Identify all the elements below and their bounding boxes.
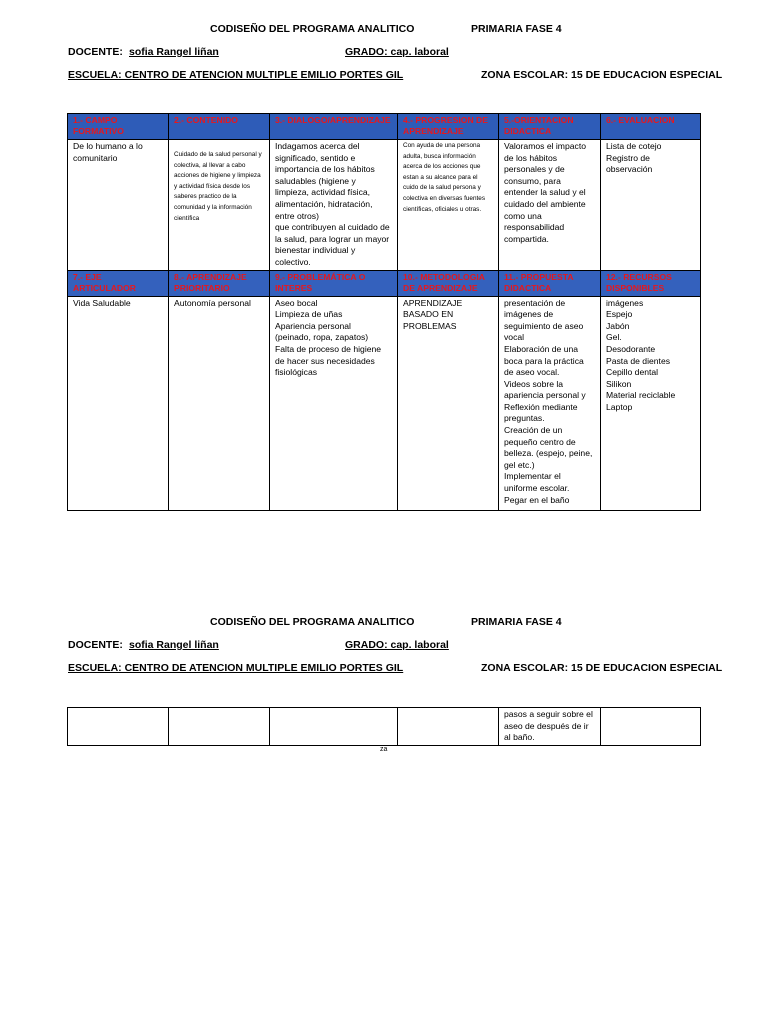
cell-empty — [601, 708, 701, 746]
cell-empty — [398, 708, 499, 746]
document-title: CODISEÑO DEL PROGRAMA ANALITICO — [210, 23, 415, 35]
grado-label: GRADO: cap. laboral — [345, 639, 449, 651]
grado-label: GRADO: cap. laboral — [345, 46, 449, 58]
table-row — [68, 140, 701, 271]
header-aprendizaje-prioritario: 8.- APRENDIZAJE PRIORITARIO — [169, 270, 270, 296]
header-problematica: 9.- PROBLEMÁTICA O INTERES — [270, 270, 398, 296]
cell-evaluacion: Lista de cotejo Registro de observación — [601, 140, 701, 271]
header-dialogo-aprendizaje: 3.- DIALOGO/APRENDIZAJE — [270, 114, 398, 140]
header-evaluacion: 6.- EVALUACION — [601, 114, 701, 140]
header-metodologia: 10.- METODOLOGIA DE APRENDIZAJE — [398, 270, 499, 296]
zona-label: ZONA ESCOLAR: 15 DE EDUCACION ESPECIAL — [481, 662, 723, 674]
document-title: CODISEÑO DEL PROGRAMA ANALITICO — [210, 616, 415, 628]
header-orientacion: 5.-ORIENTACION DIDACTICA — [499, 114, 601, 140]
table-header-row — [68, 270, 701, 296]
footnote-text: za — [380, 746, 388, 753]
cell-aprendizaje-prioritario: Autonomía personal — [169, 296, 270, 510]
header-contenido: 2.- CONTENIDO — [169, 114, 270, 140]
cell-empty — [68, 708, 169, 746]
continuation-table — [67, 707, 701, 746]
header-recursos: 12.- RECURSOS DISPONIBLES — [601, 270, 701, 296]
escuela-label: ESCUELA: CENTRO DE ATENCION MULTIPLE EMILIO PORTES GIL — [68, 69, 404, 81]
cell-campo-formativo: De lo humano a lo comunitario — [68, 140, 169, 271]
docente-name: sofia Rangel liñan — [129, 639, 219, 651]
cell-progresion: Con ayuda de una persona adulta, busca información acerca de los acciones que estan a su alcance para el cuido de la salud persona y colectiva en diversas fuentes científicas, oficiales u otras. — [398, 140, 499, 271]
cell-propuesta: presentación de imágenes de seguimiento de aseo vocal Elaboración de una boca para la práctica de aseo vocal. Videos sobre la apariencia personal y Reflexión mediante preguntas. Creación de un pequeño centro de belleza. (espejo, peine, gel etc.) Implementar el uniforme escolar. Pegar en el baño — [499, 296, 601, 510]
header-progresion: 4.- PROGRESION DE APRENDIZAJE — [398, 114, 499, 140]
escuela-label: ESCUELA: CENTRO DE ATENCION MULTIPLE EMILIO PORTES GIL — [68, 662, 404, 674]
cell-orientacion: Valoramos el impacto de los hábitos personales y de consumo, para entender la salud y el cuidado del ambiente como una responsabilidad compartida. — [499, 140, 601, 271]
docente-label: DOCENTE: — [68, 639, 123, 651]
cell-recursos: imágenes Espejo Jabón Gel. Desodorante Pasta de dientes Cepillo dental Silikon Material reciclable Laptop — [601, 296, 701, 510]
table-row — [68, 708, 701, 746]
cell-empty — [270, 708, 398, 746]
docente-name: sofia Rangel liñan — [129, 46, 219, 58]
cell-empty — [169, 708, 270, 746]
table-header-row — [68, 114, 701, 140]
program-table — [67, 113, 701, 511]
table-row — [68, 296, 701, 510]
cell-propuesta-continuation: pasos a seguir sobre el aseo de después de ir al baño. — [499, 708, 601, 746]
header-eje-articulador: 7.- EJE ARTICULADOR — [68, 270, 169, 296]
phase-label: PRIMARIA FASE 4 — [471, 23, 562, 35]
cell-contenido: Cuidado de la salud personal y colectiva, al llevar a cabo acciones de higiene y limpieza y actividad física desde los saberes practico de la comunidad y la información científica — [169, 140, 270, 271]
cell-metodologia: APRENDIZAJE BASADO EN PROBLEMAS — [398, 296, 499, 510]
zona-label: ZONA ESCOLAR: 15 DE EDUCACION ESPECIAL — [481, 69, 723, 81]
docente-label: DOCENTE: — [68, 46, 123, 58]
cell-problematica: Aseo bocal Limpieza de uñas Apariencia personal (peinado, ropa, zapatos) Falta de proceso de higiene de hacer sus necesidades fisiológicas — [270, 296, 398, 510]
phase-label: PRIMARIA FASE 4 — [471, 616, 562, 628]
header-campo-formativo: 1.- CAMPO FORMATIVO — [68, 114, 169, 140]
cell-eje-articulador: Vida Saludable — [68, 296, 169, 510]
cell-dialogo: Indagamos acerca del significado, sentido e importancia de los hábitos saludables (higiene y limpieza, actividad física, alimentación, hidratación, entre otros) que contribuyen al cuidado de la salud, para lograr un mayor bienestar individual y colectivo. — [270, 140, 398, 271]
header-propuesta: 11.- PROPUESTA DIDACTICA — [499, 270, 601, 296]
